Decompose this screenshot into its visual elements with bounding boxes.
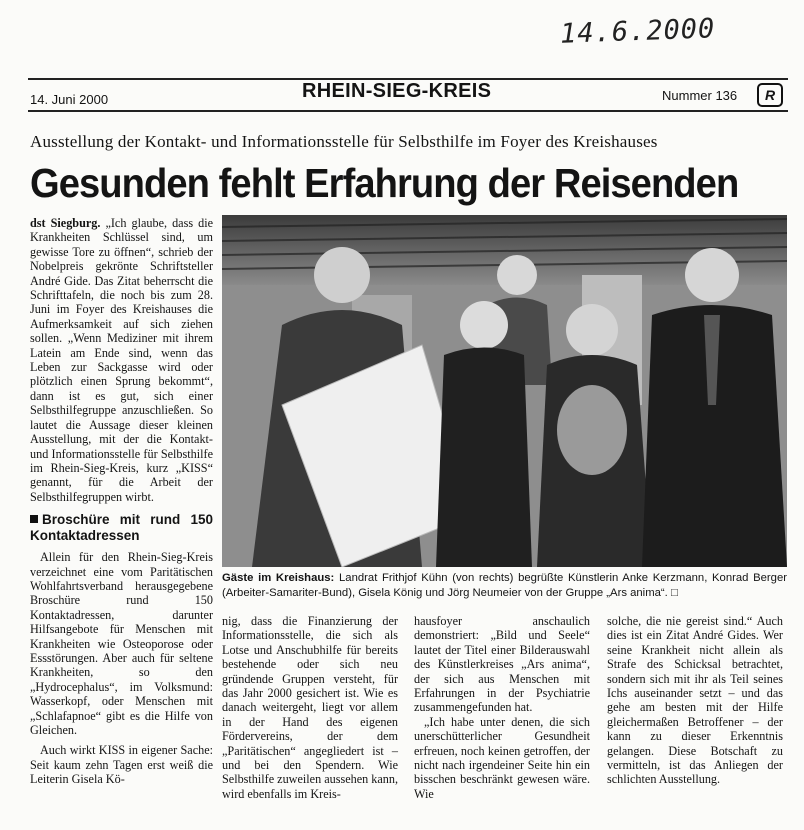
photo-illustration bbox=[222, 215, 787, 567]
article-column-3 bbox=[414, 614, 590, 801]
issue-number: Nummer 136 bbox=[662, 88, 738, 103]
handwritten-date: 14.6.2000 bbox=[559, 13, 716, 50]
article-kicker: Ausstellung der Kontakt- und Informationsstelle für Selbsthilfe im Foyer des Kreishauses bbox=[30, 132, 658, 151]
article-column-1 bbox=[30, 216, 213, 787]
bullet-square-icon bbox=[30, 515, 38, 523]
newspaper-logo: R bbox=[757, 83, 783, 107]
paragraph: hausfoyer anschaulich demonstriert: „Bild und Seele“ lautet der Titel einer Bilderauswahl des Künstlerkreises „Ars anima“, der sich aus Menschen mit Erfahrungen in der Psychiatrie zusammengefunden hat. bbox=[414, 614, 590, 715]
section-title: RHEIN-SIEG-KREIS bbox=[302, 80, 492, 102]
article-column-2 bbox=[222, 614, 398, 801]
article-column-4 bbox=[607, 614, 783, 787]
lead-paragraph bbox=[30, 216, 213, 504]
byline: dst Siegburg. bbox=[30, 216, 101, 230]
paragraph: solche, die nie gereist sind.“ Auch dies ist ein Zitat André Gides. Wer seine Krankheit nicht allein als Strafe des Schicksal betrachtet, sondern sich mit ihr als Teil seines Ichs auseinander setzt – und das gehe am besten mit der Hilfe gleichermaßen Betroffener – der kann zu dieser Erkenntnis gelangen. Diese Botschaft zu vermitteln, ist das Anliegen der schlichten Ausstellung. bbox=[607, 614, 783, 787]
caption-text: Landrat Frithjof Kühn (von rechts) begrüßte Künstlerin Anke Kerzmann, Konrad Berger (Arbeiter-Samariter-Bund), Gisela König und Jörg Neumeier von der Gruppe „Ars anima“. bbox=[222, 572, 788, 599]
lead-text: „Ich glaube, dass die Krankheiten Schlüssel sind, um gewisse Tore zu öffnen“, schrieb der Nobelpreis gekrönte Schriftsteller André Gide. Das Zitat beherrscht die Schrifttafeln, die noch bis zum 28. Juni im Foyer des Kreishauses die Aufmerksamkeit auf sich ziehen sollen. „Wenn Mediziner mit ihrem Latein am Ende sind, wenn das Leben zur Sackgasse wird oder plötzlich einen Sprung bekommt“, dann ist es gut, sich einer Selbsthilfegruppe anzuschließen. So lautet die Aussage dieser kleinen Ausstellung, mit der die Kontakt- und Informationsstelle für Selbsthilfe im Rhein-Sieg-Kreis, kurz „KISS“ genannt, für die Arbeit der Selbsthilfegruppen wirbt. bbox=[30, 216, 214, 504]
paragraph: Auch wirkt KISS in eigener Sache: Seit kaum zehn Tagen erst weiß die Leiterin Gisela Kö- bbox=[30, 743, 213, 787]
article-photo bbox=[222, 215, 787, 567]
end-mark-icon: □ bbox=[670, 586, 678, 599]
subheading: Broschüre mit rund 150 Kontaktadressen bbox=[30, 512, 213, 544]
caption-label: Gäste im Kreishaus: bbox=[222, 572, 335, 584]
masthead-bottom-rule bbox=[28, 110, 788, 112]
paragraph: „Ich habe unter denen, die sich unerschütterlicher Gesundheit erfreuen, noch keinen getroffen, der nicht nach irgendeiner Seite hin ein bisschen beschränkt gewesen wäre. Wie bbox=[414, 714, 590, 801]
issue-date: 14. Juni 2000 bbox=[30, 92, 109, 107]
paragraph: nig, dass die Finanzierung der Informationsstelle, die sich als Lotse und Anschubhilfe für bereits bestehende oder sich neu gründende Gruppen versteht, für das Jahr 2000 gesichert ist. Wie es danach weitergeht, liegt vor allem in der Hand des eigenen Fördervereins, der dem „Paritätischen“ angegliedert ist – und bei den Spendern. Wie Selbsthilfe zuweilen aussehen kann, wird ebenfalls im Kreis- bbox=[222, 614, 398, 801]
paragraph: Allein für den Rhein-Sieg-Kreis verzeichnet eine vom Paritätischen Wohlfahrtsverband herausgegebene Broschüre rund 150 Kontaktadressen, darunter Hilfsangebote für Menschen mit Krankheiten wie Osteoporose oder Essstörungen. Aber auch für seltene Krankheiten, so den „Hydrocephalus“, im Volksmund: Wasserkopf, oder Menschen mit „Schlafapnoe“ gibt es die Hilfe von Gleichen. bbox=[30, 550, 213, 737]
photo-caption bbox=[222, 571, 787, 600]
article-headline: Gesunden fehlt Erfahrung der Reisenden bbox=[30, 160, 739, 206]
